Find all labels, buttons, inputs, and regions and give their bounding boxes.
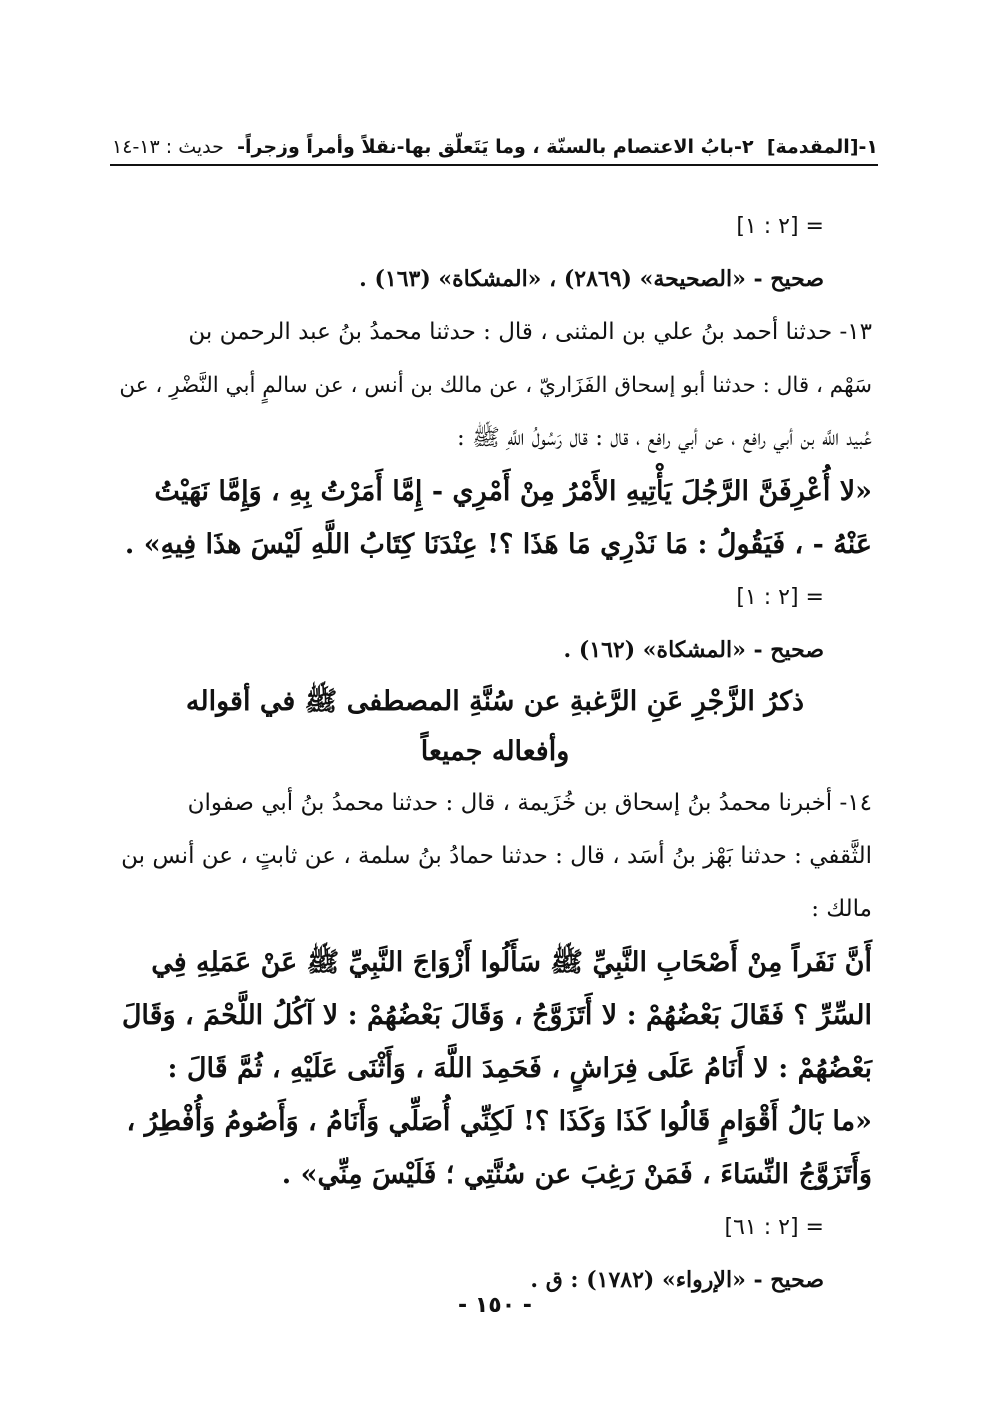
hadith-text-line: السِّرِّ ؟ فَقَالَ بَعْضُهُمْ : لا أَتَزَوَّجُ ، وَقَالَ بَعْضُهُمْ : لا آكُلُ اللَّحْمَ ، وَقَالَ: [121, 1000, 872, 1031]
authenticity-grade: صحيح - «المشكاة» (١٦٢) .: [563, 637, 824, 663]
running-header: [112, 122, 878, 158]
page-body: [118, 200, 872, 1307]
page-number: - ١٥٠ -: [458, 1293, 532, 1318]
isnad-line: ١٤- أخبرنا محمدُ بنُ إسحاق بن خُزَيمة ، قال : حدثنا محمدُ بنُ أبي صفوان: [187, 790, 872, 816]
chapter-heading-line: وأفعاله جميعاً: [420, 736, 570, 767]
hadith-text-line: وَأَتَزَوَّجُ النِّسَاءَ ، فَمَنْ رَغِبَ عن سُنَّتِي ؛ فَلَيْسَ مِنِّي» .: [281, 1159, 872, 1190]
isnad-line: الثَّقفي : حدثنا بَهْز بنُ أسَد ، قال : حدثنا حمادُ بنُ سلمة ، عن ثابتٍ ، عن أنس بن: [121, 843, 872, 869]
chapter-heading-line: ذكرُ الزَّجْرِ عَنِ الرَّغبةِ عن سُنَّةِ المصطفى ﷺ في أقواله: [185, 686, 805, 717]
isnad-line: عُبيد اللَّه بن أبي رافع ، عن أبي رافع ، قال : قال رَسُولُ اللَّهِ ﷺ :: [457, 425, 872, 451]
hadith-text-line: «ما بَالُ أَقْوَامٍ قَالُوا كَذَا وَكَذَا ؟! لَكِنِّي أُصَلِّي وَأَنَامُ ، وَأَصُومُ وَأُفْطِرُ ،: [126, 1106, 872, 1137]
hadith-text-line: أَنَّ نَفَراً مِنْ أَصْحَابِ النَّبِيِّ ﷺ سَأَلُوا أَزْوَاجَ النَّبِيِّ ﷺ عَنْ عَمَلِهِ فِي: [151, 947, 872, 978]
hadith-text-line: بَعْضُهُمْ : لا أَنَامُ عَلَى فِرَاشٍ ، فَحَمِدَ اللَّهَ ، وَأَثْنَى عَلَيْهِ ، ثُمَّ قَالَ :: [167, 1053, 872, 1084]
header-chapter-title: ٢-بابُ الاعتصام بالسنّة ، وما يَتَعلّق بها-نقلاً وأمراً وزجراً-: [237, 136, 754, 158]
isnad-line: مالك :: [811, 896, 872, 922]
hadith-text-line: عَنْهُ - ، فَيَقُولُ : مَا نَدْرِي مَا هَذَا ؟! عِنْدَنَا كِتَابُ اللَّهِ لَيْسَ هذَا فِيهِ» .: [124, 529, 872, 560]
header-section: ١-[المقدمة]: [766, 136, 878, 158]
hadith-text-line: «لا أُعْرِفَنَّ الرَّجُلَ يَأْتِيهِ الأَمْرُ مِنْ أَمْرِي - إِمَّا أَمَرْتُ بِهِ ، وَإِمَّا نَهَيْتُ: [154, 476, 872, 507]
isnad-line: ١٣- حدثنا أحمد بنُ علي بن المثنى ، قال : حدثنا محمدُ بنُ عبد الرحمن بن: [188, 319, 872, 345]
isnad-line: سَهْم ، قال : حدثنا أبو إسحاق الفَزَاريّ ، عن مالك بن أنس ، عن سالمٍ أبي النَّضْرِ ، عن: [119, 373, 872, 398]
authenticity-grade: صحيح - «الإرواء» (١٧٨٢) : ق .: [530, 1267, 824, 1293]
chapter-heading: [118, 677, 872, 777]
header-hadith-range: حديث : ١٣-١٤: [112, 136, 224, 158]
authenticity-grade: صحيح - «الصحيحة» (٢٨٦٩) ، «المشكاة» (١٦٣) .: [359, 266, 824, 292]
cross-reference: = [٢ : ١]: [736, 585, 824, 610]
cross-reference: = [٢ : ٦١]: [724, 1215, 824, 1240]
cross-reference: = [٢ : ١]: [736, 214, 824, 239]
header-rule: [110, 164, 878, 166]
